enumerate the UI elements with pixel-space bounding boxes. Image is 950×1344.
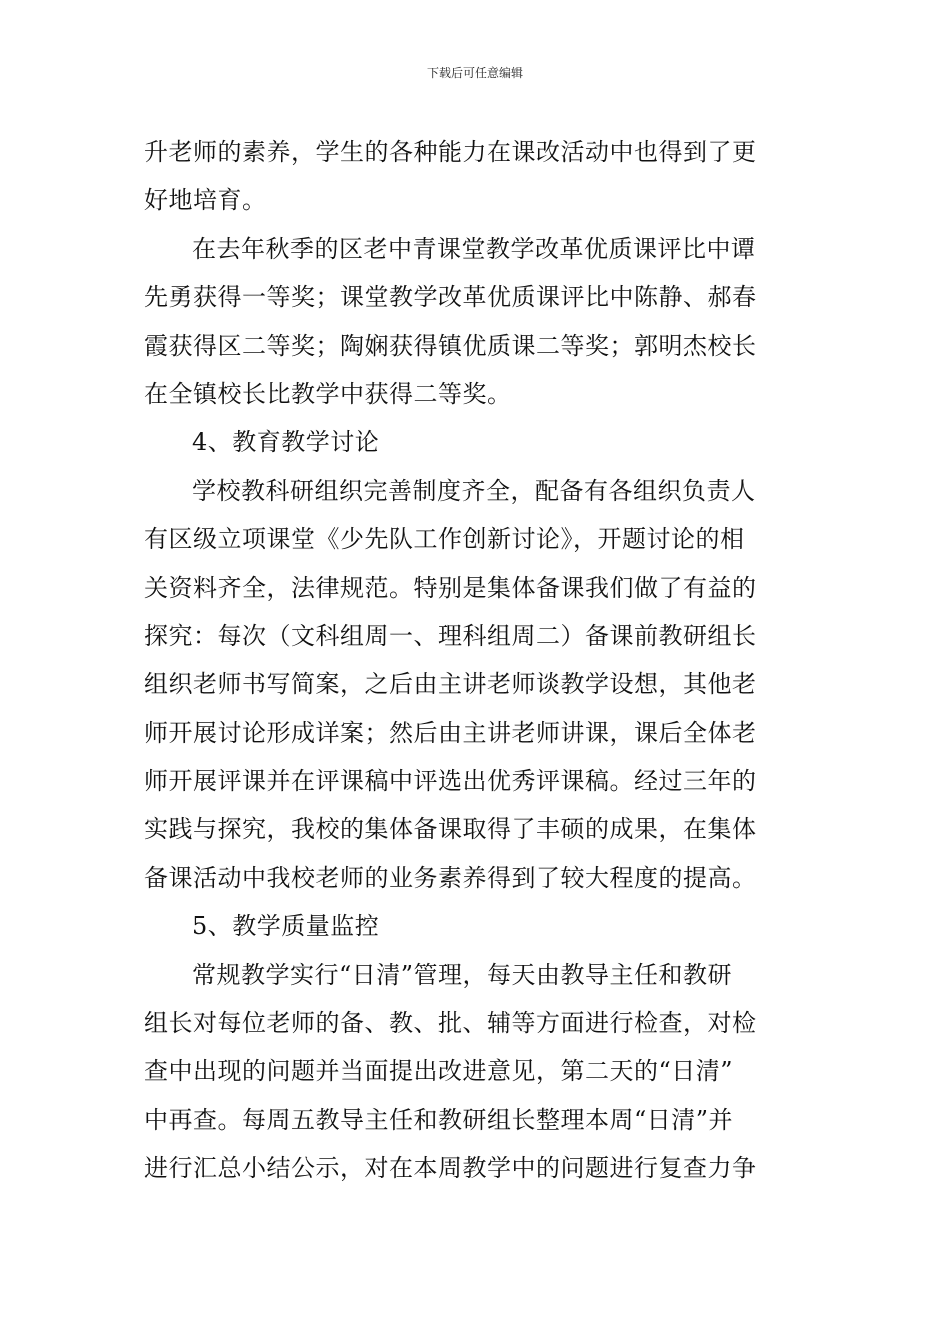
text-line: 升老师的素养，学生的各种能力在课改活动中也得到了更 [144,138,757,166]
text-line: 中再查。每周五教导主任和教研组长整理本周“日清”并 [144,1105,734,1134]
text-line: 备课活动中我校老师的业务素养得到了较大程度的提高。 [144,863,757,892]
text-line: 关资料齐全，法律规范。特别是集体备课我们做了有益的 [144,573,757,602]
text-line: 实践与探究，我校的集体备课取得了丰硕的成果，在集体 [144,815,757,844]
text-line: 有区级立项课堂《少先队工作创新讨论》，开题讨论的相 [144,525,745,554]
text-line: 4、教育教学讨论 [192,428,380,457]
body-text [144,128,816,1193]
text-line: 好地培育。 [144,186,267,215]
text-line: 霞获得区二等奖；陶娴获得镇优质课二等奖；郭明杰校长 [144,331,757,360]
text-line: 学校教科研组织完善制度齐全，配备有各组织负责人 [192,476,756,505]
text-line: 在全镇校长比教学中获得二等奖。 [144,379,512,408]
text-line: 常规教学实行“日清”管理，每天由教导主任和教研 [192,960,733,989]
text-line: 组织老师书写简案，之后由主讲老师谈教学设想，其他老 [144,670,757,699]
text-line: 先勇获得一等奖；课堂教学改革优质课评比中陈静、郝春 [144,283,757,312]
text-line: 组长对每位老师的备、教、批、辅等方面进行检查，对检 [144,1009,757,1038]
text-line: 5、教学质量监控 [192,912,380,941]
text-line: 师开展讨论形成详案；然后由主讲老师讲课，课后全体老 [144,718,757,747]
text-line: 查中出现的问题并当面提出改进意见，第二天的“日清” [144,1057,734,1086]
page-header: 下载后可任意编辑 [426,66,523,80]
text-line: 在去年秋季的区老中青课堂教学改革优质课评比中谭 [192,234,756,263]
text-line: 师开展评课并在评课稿中评选出优秀评课稿。经过三年的 [144,767,757,796]
text-line: 探究：每次（文科组周一、理科组周二）备课前教研组长 [144,621,757,650]
text-line: 进行汇总小结公示，对在本周教学中的问题进行复查力争 [144,1154,757,1183]
